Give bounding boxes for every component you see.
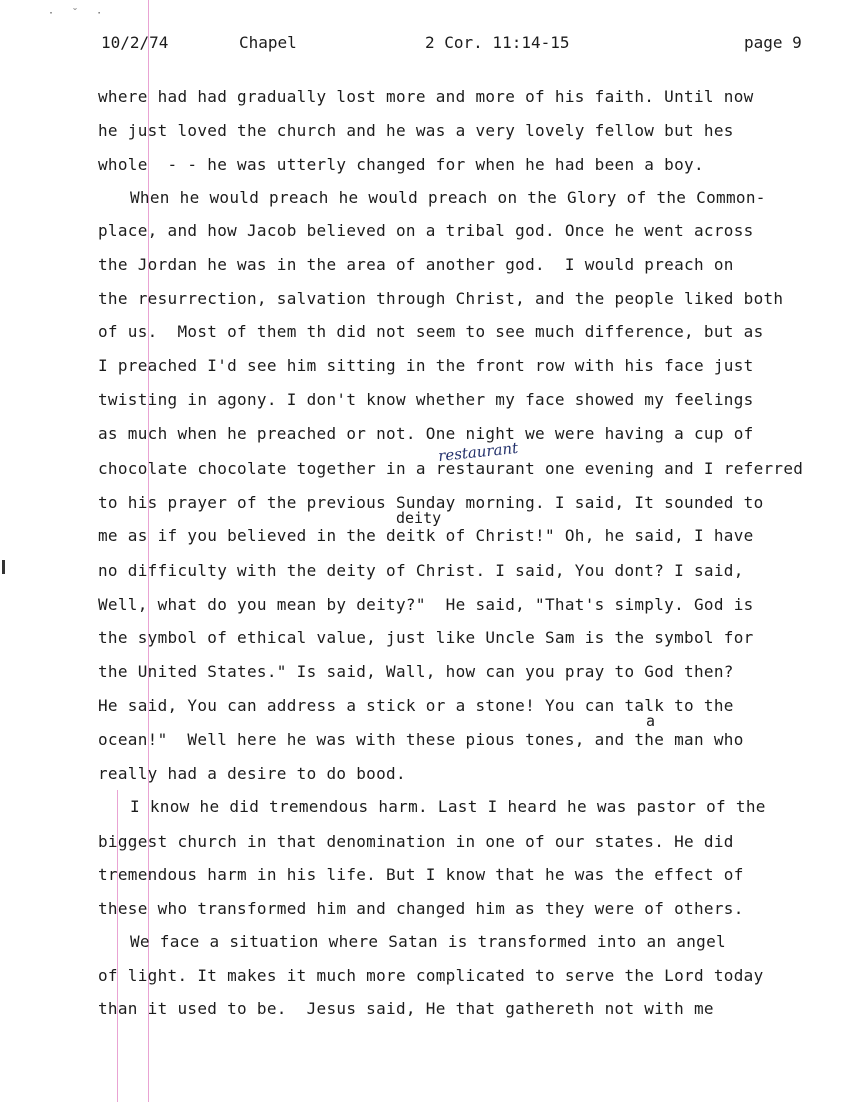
header-page-number: page 9	[744, 33, 802, 52]
text-line: I know he did tremendous harm. Last I heard he was pastor of the	[130, 797, 766, 816]
typed-insertion: a	[646, 712, 656, 730]
ink-blot	[2, 560, 5, 574]
text-line: tremendous harm in his life. But I know that he was the effect of	[98, 865, 744, 884]
text-line: the resurrection, salvation through Christ, and the people liked both	[98, 289, 784, 308]
text-line: place, and how Jacob believed on a tribal god. Once he went across	[98, 221, 754, 240]
text-line: than it used to be. Jesus said, He that gathereth not with me	[98, 999, 714, 1018]
header-title: Chapel	[239, 33, 297, 52]
text-line: really had a desire to do bood.	[98, 764, 406, 783]
text-line: We face a situation where Satan is transformed into an angel	[130, 932, 726, 951]
text-line: I preached I'd see him sitting in the front row with his face just	[98, 356, 754, 375]
handwritten-insertion: restaurant	[437, 438, 519, 466]
text-line: biggest church in that denomination in one of our states. He did	[98, 832, 734, 851]
text-line: the Jordan he was in the area of another god. I would preach on	[98, 255, 734, 274]
header-reference: 2 Cor. 11:14-15	[425, 33, 570, 52]
text-line: He said, You can address a stick or a stone! You can talk to the	[98, 696, 734, 715]
text-line: he just loved the church and he was a very lovely fellow but hes	[98, 121, 734, 140]
text-line: of us. Most of them th did not seem to see much difference, but as	[98, 322, 764, 341]
text-line: the United States." Is said, Wall, how can you pray to God then?	[98, 662, 734, 681]
text-line: chocolate chocolate together in a restaurant one evening and I referred	[98, 459, 804, 478]
header-date: 10/2/74	[101, 33, 169, 52]
text-line: where had had gradually lost more and more of his faith. Until now	[98, 87, 754, 106]
text-line: Well, what do you mean by deity?" He said, "That's simply. God is	[98, 595, 754, 614]
text-line: of light. It makes it much more complicated to serve the Lord today	[98, 966, 764, 985]
text-line: ocean!" Well here he was with these pious tones, and the man who	[98, 730, 744, 749]
text-line: no difficulty with the deity of Christ. I said, You dont? I said,	[98, 561, 744, 580]
paper-specks: · ˘ ·	[48, 8, 109, 19]
text-line: me as if you believed in the deitk of Christ!" Oh, he said, I have	[98, 526, 754, 545]
text-line: whole - - he was utterly changed for when he had been a boy.	[98, 155, 704, 174]
typed-insertion: deity	[396, 509, 442, 527]
text-line: When he would preach he would preach on the Glory of the Common-	[130, 188, 766, 207]
text-line: twisting in agony. I don't know whether my face showed my feelings	[98, 390, 754, 409]
text-line: as much when he preached or not. One night we were having a cup of	[98, 424, 754, 443]
text-line: the symbol of ethical value, just like Uncle Sam is the symbol for	[98, 628, 754, 647]
text-line: these who transformed him and changed him as they were of others.	[98, 899, 744, 918]
text-line: to his prayer of the previous Sunday morning. I said, It sounded to	[98, 493, 764, 512]
